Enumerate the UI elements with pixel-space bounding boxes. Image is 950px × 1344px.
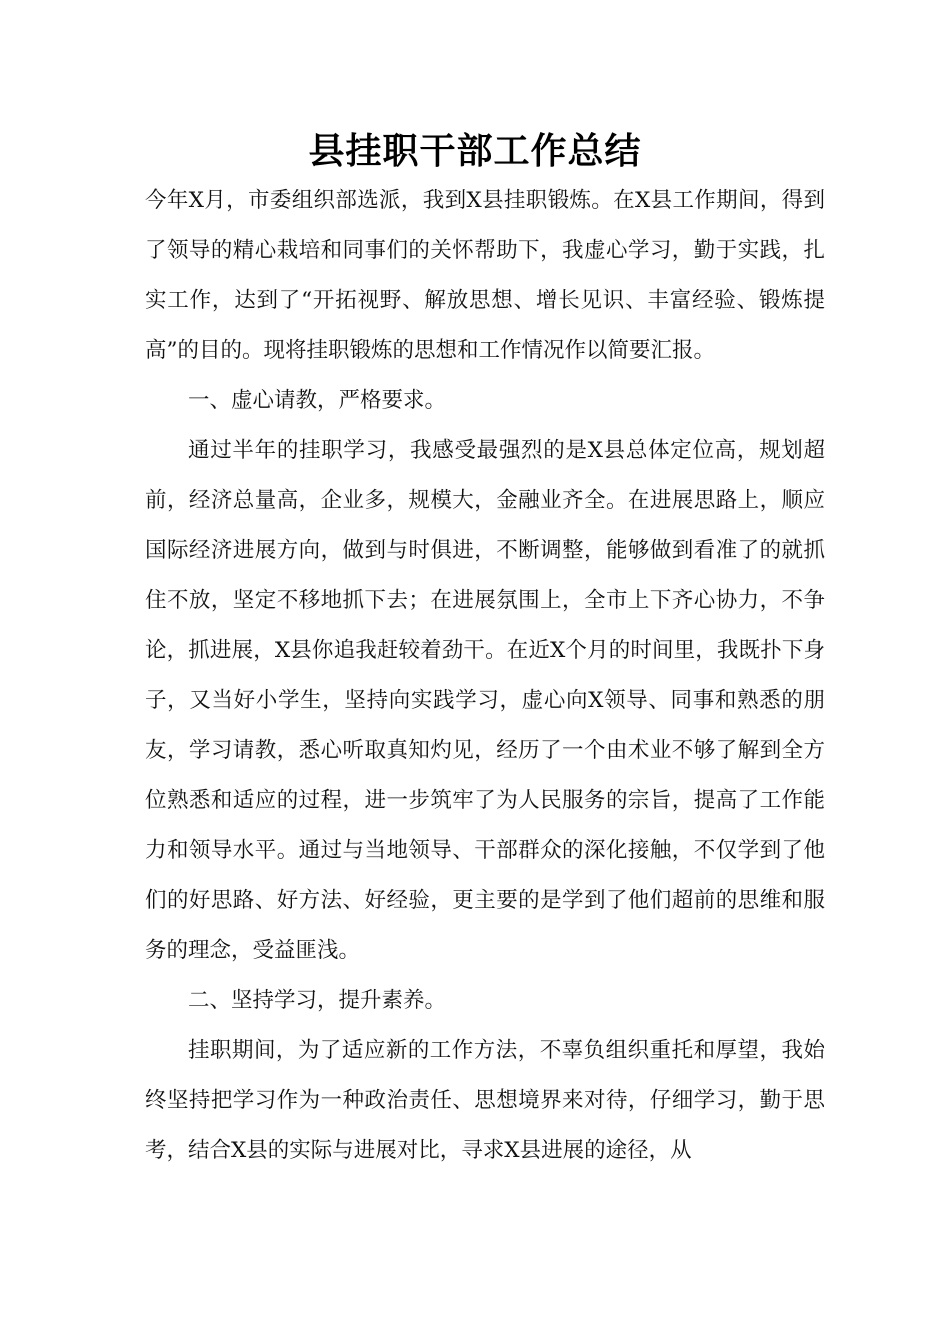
document-title: 县挂职干部工作总结 — [308, 131, 642, 172]
section-heading-1: 一、虚心请教，严格要求。 — [188, 388, 447, 413]
paragraph-section-2: 挂职期间，为了适应新的工作方法，不辜负组织重托和厚望，我始终坚持把学习作为一种政治责任、思想境界来对待，仔细学习，勤于思考，结合X县的实际与进展对比，寻求X县进展的途径，从 — [145, 1038, 825, 1163]
section-heading-2: 二、坚持学习，提升素养。 — [188, 988, 447, 1013]
document-body — [145, 176, 825, 1176]
paragraph-intro: 今年X月，市委组织部选派，我到X县挂职锻炼。在X县工作期间，得到了领导的精心栽培和同事们的关怀帮助下，我虚心学习，勤于实践，扎实工作，达到了“开拓视野、解放思想、增长见识、丰富经验、锻炼提高”的目的。现将挂职锻炼的思想和工作情况作以简要汇报。 — [145, 188, 825, 363]
paragraph-section-1: 通过半年的挂职学习，我感受最强烈的是X县总体定位高，规划超前，经济总量高，企业多，规模大，金融业齐全。在进展思路上，顺应国际经济进展方向，做到与时俱进，不断调整，能够做到看准了的就抓住不放，坚定不移地抓下去；在进展氛围上，全市上下齐心协力，不争论，抓进展，X县你追我赶较着劲干。在近X个月的时间里，我既扑下身子，又当好小学生，坚持向实践学习，虚心向X领导、同事和熟悉的朋友，学习请教，悉心听取真知灼见，经历了一个由术业不够了解到全方位熟悉和适应的过程，进一步筑牢了为人民服务的宗旨，提高了工作能力和领导水平。通过与当地领导、干部群众的深化接触，不仅学到了他们的好思路、好方法、好经验，更主要的是学到了他们超前的思维和服务的理念，受益匪浅。 — [145, 438, 825, 963]
